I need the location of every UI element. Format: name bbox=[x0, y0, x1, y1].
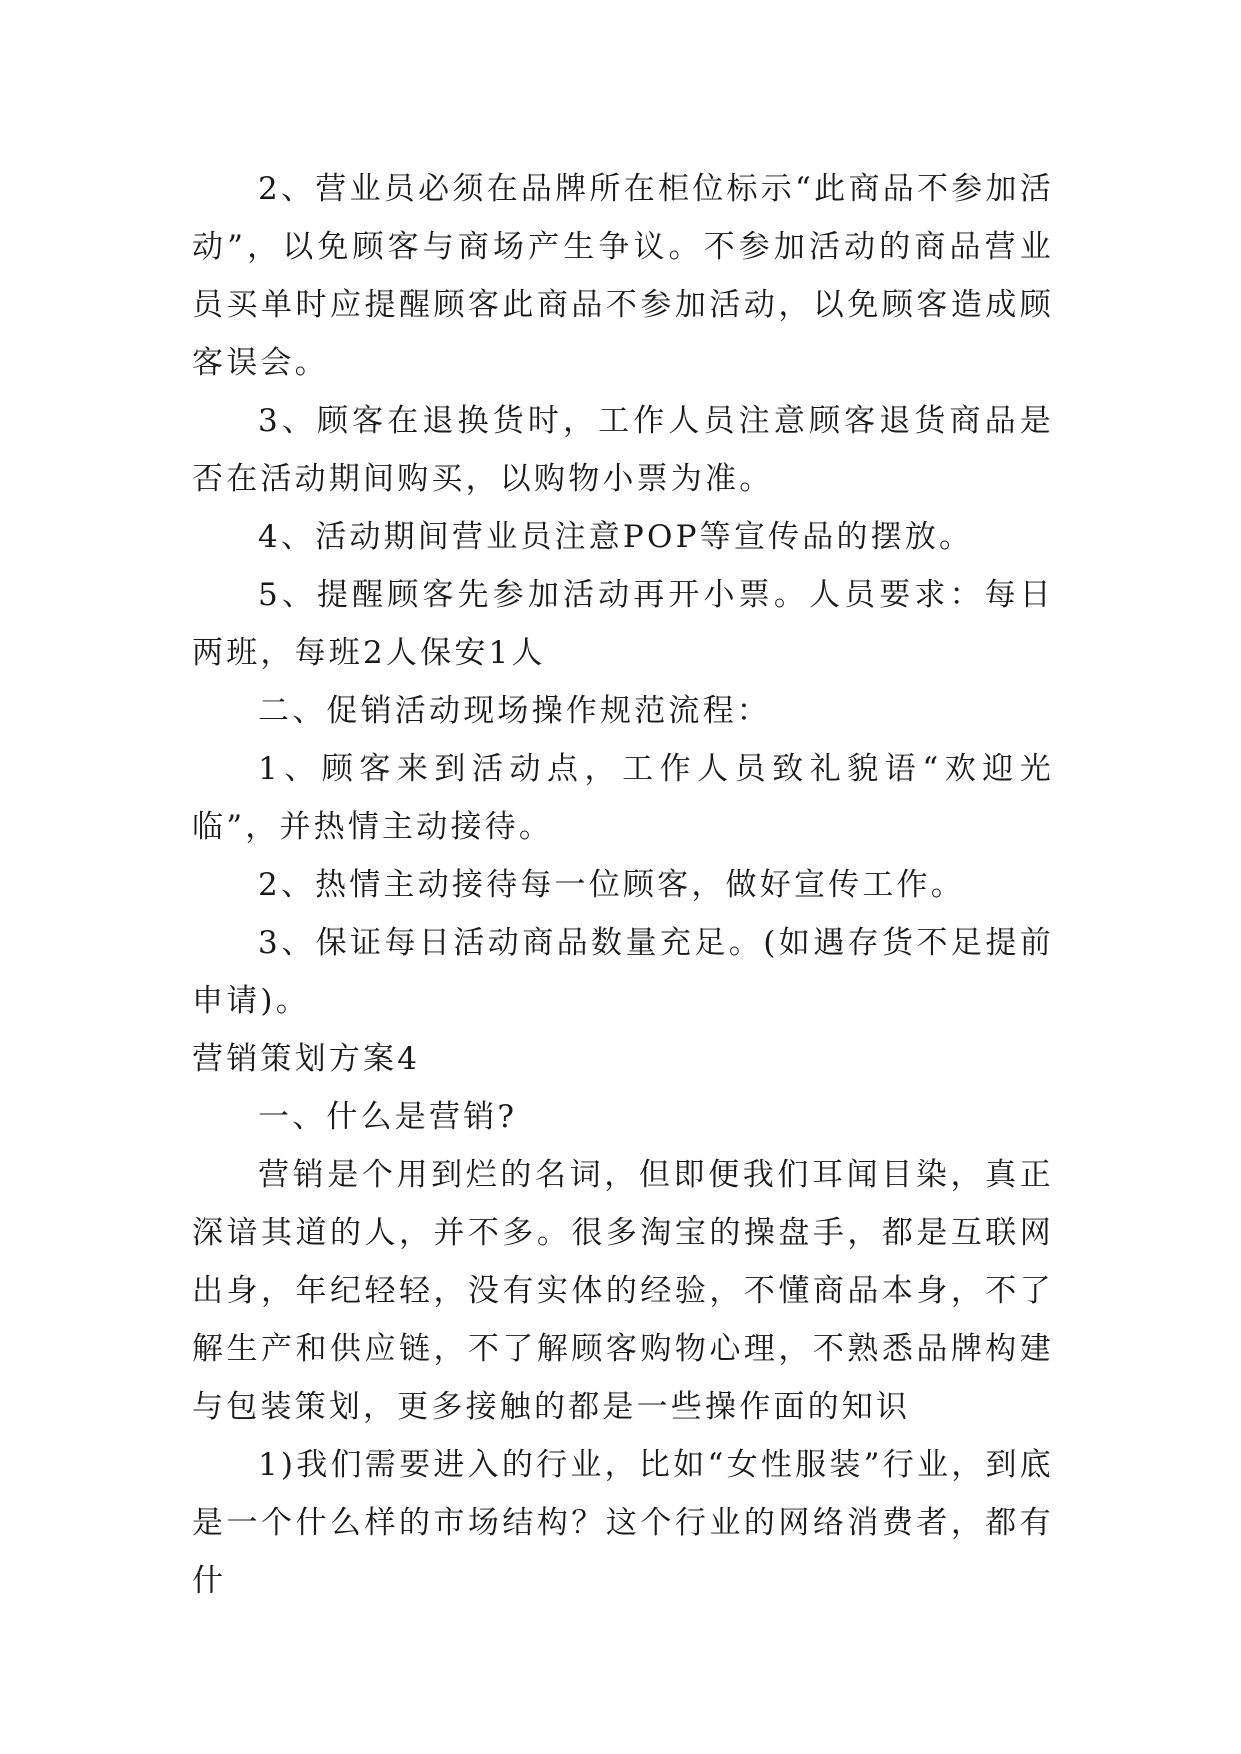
paragraph-item-2: 2、营业员必须在品牌所在柜位标示“此商品不参加活动”，以免顾客与商场产生争议。不参加活动的商品营业员买单时应提醒顾客此商品不参加活动，以免顾客造成顾客误会。 bbox=[192, 171, 1054, 381]
section-heading-marketing: 一、什么是营销? bbox=[258, 1099, 518, 1135]
paragraph-item-3: 3、顾客在退换货时，工作人员注意顾客退货商品是否在活动期间购买，以购物小票为准。 bbox=[192, 403, 1054, 497]
body-paragraph-industry: 1)我们需要进入的行业，比如“女性服装”行业，到底是一个什么样的市场结构？这个行业的网络消费者，都有什 bbox=[192, 1447, 1054, 1599]
section-heading-procedure: 二、促销活动现场操作规范流程： bbox=[258, 693, 771, 729]
procedure-step-3: 3、保证每日活动商品数量充足。(如遇存货不足提前申请)。 bbox=[192, 925, 1054, 1019]
body-paragraph-marketing: 营销是个用到烂的名词，但即便我们耳闻目染，真正深谙其道的人，并不多。很多淘宝的操盘手，都是互联网出身，年纪轻轻，没有实体的经验，不懂商品本身，不了解生产和供应链，不了解顾客购物心理，不熟悉品牌构建与包装策划，更多接触的都是一些操作面的知识 bbox=[192, 1157, 1054, 1425]
paragraph-item-5: 5、提醒顾客先参加活动再开小票。人员要求：每日两班，每班2人保安1人 bbox=[192, 577, 1054, 671]
procedure-step-1: 1、顾客来到活动点，工作人员致礼貌语“欢迎光临”，并热情主动接待。 bbox=[192, 751, 1054, 845]
plan-title: 营销策划方案4 bbox=[192, 1041, 421, 1077]
document-body bbox=[192, 160, 1054, 1610]
paragraph-item-4: 4、活动期间营业员注意POP等宣传品的摆放。 bbox=[258, 519, 974, 555]
procedure-step-2: 2、热情主动接待每一位顾客，做好宣传工作。 bbox=[258, 867, 965, 903]
